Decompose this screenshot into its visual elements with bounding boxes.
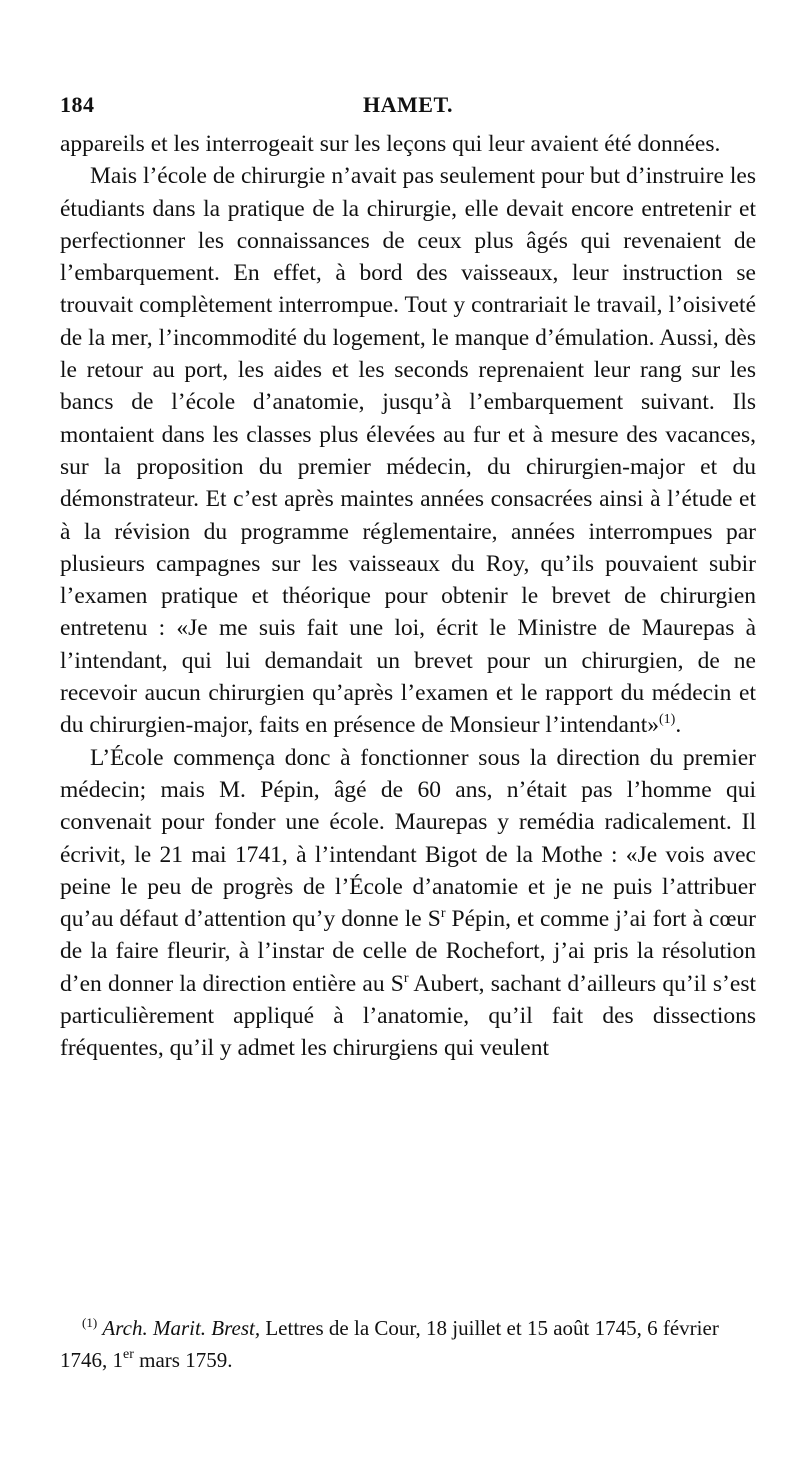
paragraph-text: Mais l’école de chirurgie n’avait pas seulement pour but d’instruire les étudiants dans la pratique de la chirurgie, elle devait encore entretenir et perfectionner les connaissances de ceux plus âgés qui revenaient de l’embarquement. En effet, à bord des vaisseaux, leur instruction se trouvait complètement interrompue. Tout y contrariait le travail, l’oisiveté de la mer, l’incommodité du logement, le manque d’émulation. Aussi, dès le retour au port, les aides et les seconds reprenaient leur rang sur les bancs de l’école d’anatomie, jusqu’à l’embarquement suivant. Ils montaient dans les classes plus élevées au fur et à mesure des vacances, sur la proposition du premier médecin, du chirurgien-major et du démonstrateur. Et c’est après maintes années consacrées ainsi à l’étude et à la révision du programme réglementaire, années interrompues par plusieurs campagnes sur les vaisseaux du Roy, qu’ils pouvaient subir l’examen pratique et théorique pour obtenir le brevet de chirurgien entretenu : «Je me suis fait une loi, écrit le Ministre de Maurepas à l’intendant, qui lui demandait un brevet pour un chirurgien, de ne recevoir aucun chirurgien qu’après l’examen et le rapport du médecin et du chirurgien-major, faits en présence de Monsieur l’intendant» <box>60 163 756 739</box>
page-content <box>60 92 756 1065</box>
footnotes <box>60 1312 756 1376</box>
superscript: er <box>123 1347 134 1362</box>
running-title: HAMET. <box>363 92 453 117</box>
paragraph-text: L’École commença donc à fonctionner sous la direction du premier médecin; mais M. Pépin, âgé de 60 ans, n’était pas l’homme qui convenait pour fonder une école. Maurepas y remédia radicalement. Il écrivit, le 21 mai 1741, à l’intendant Bigot de la Mothe : «Je vois avec peine le peu de progrès de l’École d’anatomie et je ne puis l’attribuer qu’au défaut d’attention qu’y donne le S <box>60 744 756 933</box>
footnote-text: Lettres de la Cour, 18 juillet et 15 août 1745, 6 février 1746, 1 <box>60 1316 719 1372</box>
paragraph <box>60 160 756 741</box>
paragraph <box>60 128 756 160</box>
running-head <box>60 92 756 128</box>
page-number: 184 <box>60 92 95 117</box>
superscript: r <box>403 970 409 986</box>
paragraph-text: appareils et les interrogeait sur les leçons qui leur avaient été données. <box>60 131 721 157</box>
footnote-text: mars 1759. <box>133 1348 233 1372</box>
footnote-mark: (1) <box>82 1315 98 1330</box>
footnote-source: Arch. Marit. Brest, <box>102 1316 261 1340</box>
footnote <box>60 1312 756 1376</box>
paragraph <box>60 742 756 1065</box>
paragraph-text: Pépin, et comme j’ai fort à cœur de la faire fleurir, à l’instar de celle de Rochefort, j’ai pris la résolution d’en donner la direction entière au S <box>60 906 756 997</box>
paragraph-text: Aubert, sachant d’ailleurs qu’il s’est particulièrement appliqué à l’anatomie, qu’il fait des dissections fréquentes, qu’il y admet les chirurgiens qui veulent <box>60 970 756 1062</box>
footnote-reference: (1) <box>659 712 676 728</box>
superscript: r <box>440 906 446 922</box>
paragraph-text: . <box>675 712 682 739</box>
body-text <box>60 128 756 1065</box>
